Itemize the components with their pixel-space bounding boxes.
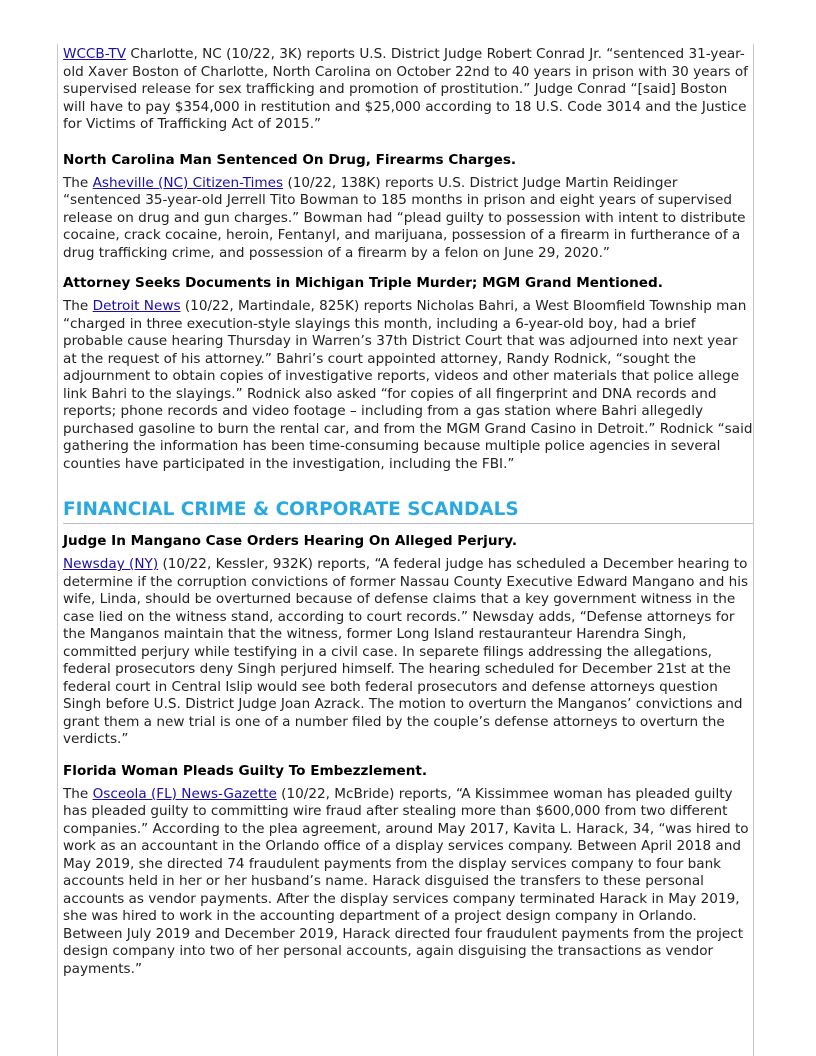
article-body bbox=[63, 786, 753, 979]
right-column-rule bbox=[753, 44, 754, 1056]
intro-paragraph bbox=[63, 46, 753, 134]
left-column-rule bbox=[57, 44, 58, 1056]
article-headline: Attorney Seeks Documents in Michigan Triple Murder; MGM Grand Mentioned. bbox=[63, 275, 663, 291]
article-headline: Florida Woman Pleads Guilty To Embezzlement. bbox=[63, 762, 428, 779]
source-link-osceola[interactable]: Osceola (FL) News-Gazette bbox=[92, 785, 277, 802]
article-prefix: The bbox=[63, 785, 93, 802]
article-text: (10/22, McBride) reports, “A Kissimmee woman has pleaded guilty has pleaded guilty to committing wire fraud after stealing more than $600,000 from two different companies.” According to the plea agreement, around May 2017, Kavita L. Harack, 34, “was hired to work as an accountant in the Orlando office of a display services company. Between April 2018 and May 2019, she directed 74 fraudulent payments from the display services company to four bank accounts held in her or her husband’s name. Harack disguised the transfers to these personal accounts as vendor payments. After the display services company terminated Harack in May 2019, she was hired to work in the accounting department of a project design company in Orlando. Between July 2019 and December 2019, Harack directed four fraudulent payments from the project design company into two of her personal accounts, again disguising the transactions as vendor payments.” bbox=[63, 785, 749, 977]
article-body bbox=[63, 298, 753, 473]
source-link-detroit-news[interactable]: Detroit News bbox=[92, 298, 181, 314]
article-headline: North Carolina Man Sentenced On Drug, Firearms Charges. bbox=[63, 151, 517, 168]
source-link-wccb[interactable]: WCCB-TV bbox=[63, 46, 127, 62]
article-text: (10/22, Martindale, 825K) reports Nicholas Bahri, a West Bloomfield Township man “charged in three execution-style slayings this month, including a 6-year-old boy, had a brief probable cause hearing Thursday in Warren’s 37th District Court that was adjourned into next year at the request of his attorney.” Bahri’s court appointed attorney, Randy Rodnick, “sought the adjournment to obtain copies of investigative reports, videos and other materials that police allege link Bahri to the slayings.” Rodnick also asked “for copies of all fingerprint and DNA records and reports; phone records and video footage – including from a gas station where Bahri allegedly purchased gasoline to burn the rental car, and from the MGM Grand Casino in Detroit.” Rodnick “said gathering the information has been time-consuming because multiple police agencies in several counties have participated in the investigation, including the FBI.” bbox=[63, 298, 753, 472]
article-headline: Judge In Mangano Case Orders Hearing On Alleged Perjury. bbox=[63, 533, 517, 549]
source-link-newsday[interactable]: Newsday (NY) bbox=[63, 556, 159, 572]
article-prefix: The bbox=[63, 174, 93, 191]
article-prefix: The bbox=[63, 298, 93, 314]
intro-body-text: Charlotte, NC (10/22, 3K) reports U.S. District Judge Robert Conrad Jr. “sentenced 31-year-old Xaver Boston of Charlotte, North Carolina on October 22nd to 40 years in prison with 30 years of supervised release for sex trafficking and promotion of prostitution.” Judge Conrad “[said] Boston will have to pay $354,000 in restitution and $25,000 according to 18 U.S. Code 3014 and the Justice for Victims of Trafficking Act of 2015.” bbox=[63, 46, 748, 132]
section-title: FINANCIAL CRIME & CORPORATE SCANDALS bbox=[63, 498, 753, 524]
article-text: (10/22, 138K) reports U.S. District Judge Martin Reidinger “sentenced 35-year-old Jerrell Tito Bowman to 185 months in prison and eight years of supervised release on drug and gun charges.” Bowman had “plead guilty to possession with intent to distribute cocaine, crack cocaine, heroin, Fentanyl, and marijuana, possession of a firearm in furtherance of a drug trafficking crime, and possession of a firearm by a felon on June 29, 2020.” bbox=[63, 174, 746, 261]
article-text: (10/22, Kessler, 932K) reports, “A federal judge has scheduled a December hearing to determine if the corruption convictions of former Nassau County Executive Edward Mangano and his wife, Linda, should be overturned because of defense claims that a key government witness in the case lied on the witness stand, according to court records.” Newsday adds, “Defense attorneys for the Manganos maintain that the witness, former Long Island restauranteur Harendra Singh, committed perjury while testifying in a civil case. In separete filings addressing the allegations, federal prosecutors deny Singh perjured himself. The hearing scheduled for December 21st at the federal court in Central Islip would see both federal prosecutors and defense attorneys question Singh before U.S. District Judge Joan Azrack. The motion to overturn the Manganos’ convictions and grant them a new trial is one of a number filed by the couple’s defense attorneys to overturn the verdicts.” bbox=[63, 556, 749, 747]
article-body bbox=[63, 556, 753, 749]
article-body bbox=[63, 175, 753, 263]
newsletter-content bbox=[63, 44, 753, 978]
source-link-asheville[interactable]: Asheville (NC) Citizen-Times bbox=[92, 174, 284, 191]
